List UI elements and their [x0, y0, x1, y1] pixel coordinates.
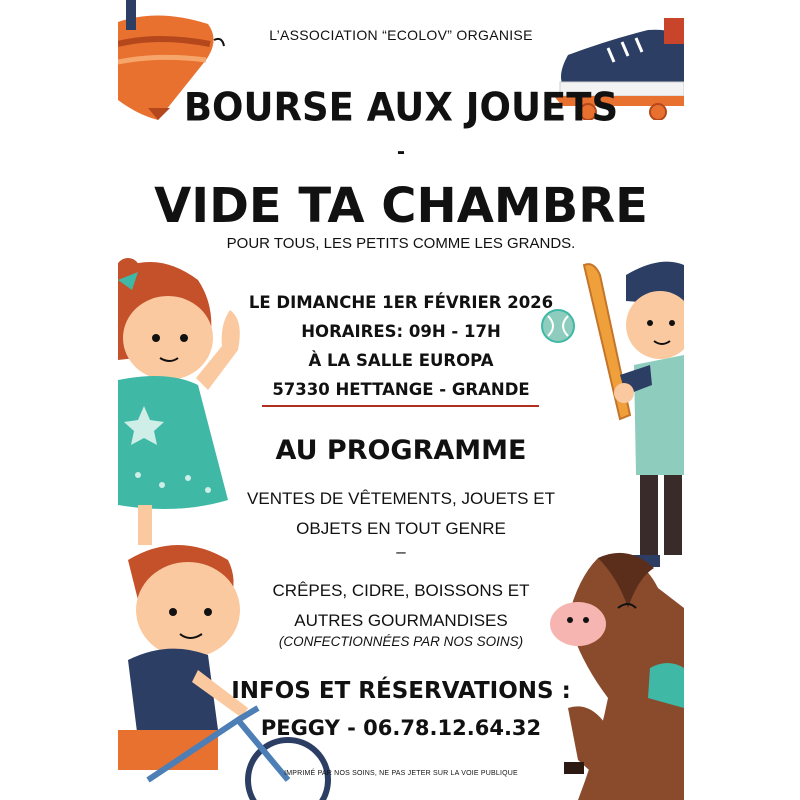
event-date: LE DIMANCHE 1ER FÉVRIER 2026: [248, 293, 554, 312]
section-divider: [262, 405, 539, 407]
program-item-sales: [118, 484, 684, 544]
event-details: [118, 288, 684, 404]
program-separator: –: [396, 542, 406, 561]
program-item-sales-line2: OBJETS EN TOUT GENRE: [296, 519, 506, 538]
event-venue: À LA SALLE EUROPA: [308, 351, 494, 370]
title-vide-ta-chambre: VIDE TA CHAMBRE: [154, 178, 648, 234]
event-city: 57330 HETTANGE - GRANDE: [272, 380, 530, 399]
print-footer: IMPRIMÉ PAR NOS SOINS, NE PAS JETER SUR LA VOIE PUBLIQUE: [284, 770, 518, 777]
event-hours: HORAIRES: 09H - 17H: [301, 322, 501, 341]
tagline: POUR TOUS, LES PETITS COMME LES GRANDS.: [226, 235, 576, 252]
program-item-food-line1: CRÊPES, CIDRE, BOISSONS ET: [272, 581, 530, 600]
boy-on-bicycle-icon: [118, 530, 348, 800]
infos-title: INFOS ET RÉSERVATIONS :: [231, 678, 571, 704]
program-title: AU PROGRAMME: [275, 435, 527, 466]
program-item-sales-line1: VENTES DE VÊTEMENTS, JOUETS ET: [247, 489, 555, 508]
program-food-note: (CONFECTIONNÉES PAR NOS SOINS): [278, 634, 524, 649]
organizer-line: L’ASSOCIATION “ECOLOV” ORGANISE: [269, 27, 533, 43]
program-item-food-line2: AUTRES GOURMANDISES: [294, 611, 508, 630]
title-separator: -: [397, 138, 405, 165]
event-poster: [118, 0, 684, 800]
program-item-food: [118, 576, 684, 636]
title-bourse-aux-jouets: BOURSE AUX JOUETS: [183, 84, 619, 131]
contact-phone: PEGGY - 06.78.12.64.32: [260, 716, 542, 740]
